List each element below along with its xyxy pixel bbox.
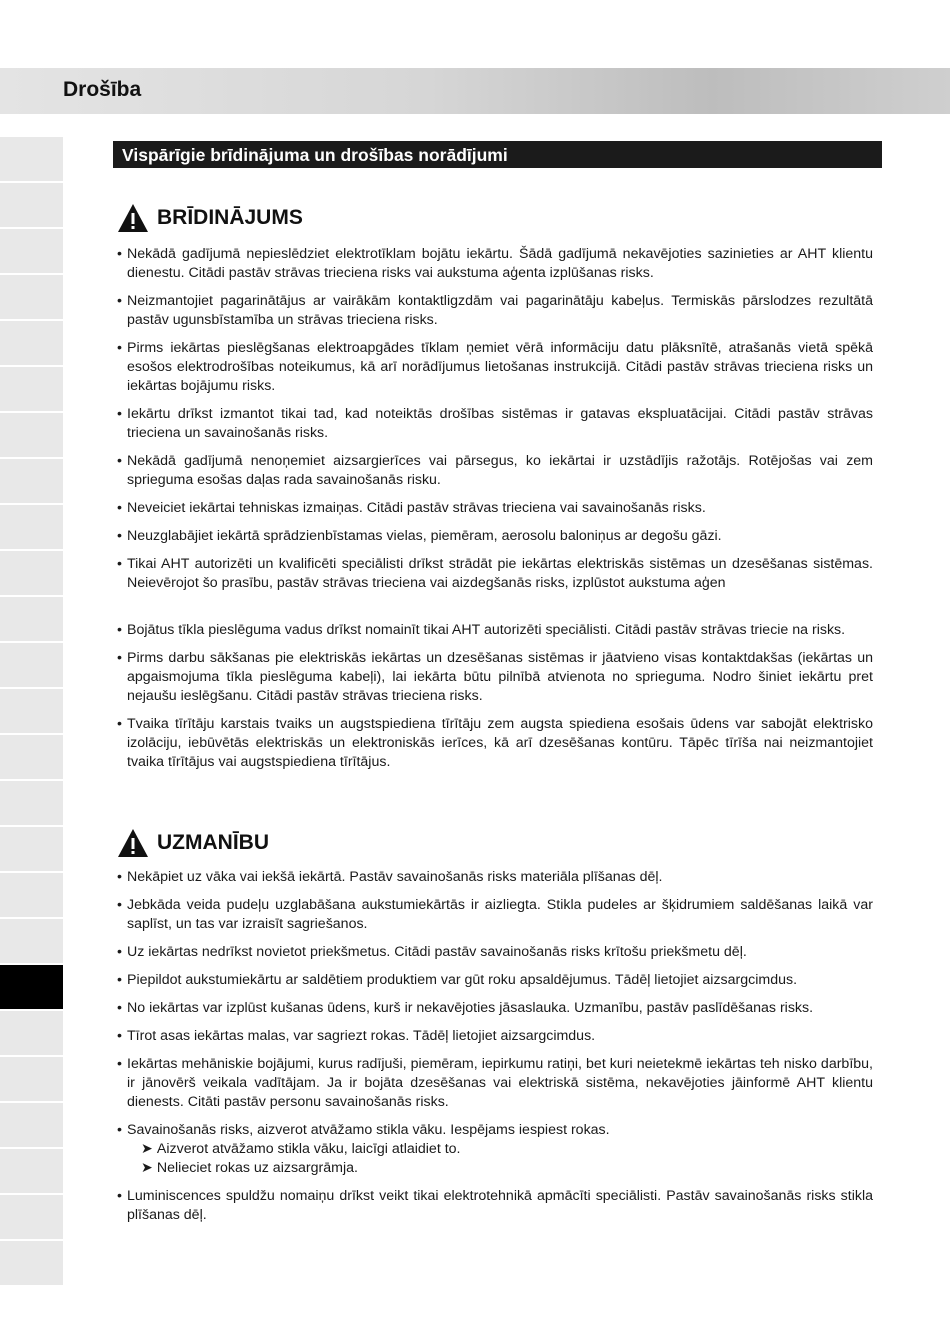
list-item: • No iekārtas var izplūst kušanas ūdens, kurš ir nekavējoties jāsaslauka. Uzmanību, pastāv paslīdēšanas risks. xyxy=(117,999,873,1018)
side-tab[interactable] xyxy=(0,551,63,595)
section-title: Vispārīgie brīdinājuma un drošības norādījumi xyxy=(122,145,508,165)
arrow-icon: ➤ xyxy=(141,1141,153,1157)
side-tab[interactable] xyxy=(0,781,63,825)
warning-heading xyxy=(117,203,303,233)
list-item-text: Savainošanās risks, aizverot atvāžamo stikla vāku. Iespējams iespiest rokas. xyxy=(127,1122,610,1138)
section-title-bar xyxy=(113,141,882,168)
list-item: • Nekādā gadījumā nepieslēdziet elektrotīklam bojātu iekārtu. Šādā gadījumā nekavējoties sazinieties ar AHT klientu dienestu. Citādi pastāv strāvas trieciena risks vai aukstuma aģenta izplūšanas risks. xyxy=(117,245,873,283)
caution-heading xyxy=(117,828,269,858)
list-item: • Neuzglabājiet iekārtā sprādzienbīstamas vielas, piemēram, aerosolu baloniņus ar degošu gāzi. xyxy=(117,527,873,546)
side-tab[interactable] xyxy=(0,275,63,319)
sub-item xyxy=(127,1159,873,1178)
side-tab[interactable] xyxy=(0,1241,63,1285)
side-tab[interactable] xyxy=(0,137,63,181)
sub-item xyxy=(127,1140,873,1159)
warning-triangle-icon xyxy=(117,828,149,858)
side-tabs xyxy=(0,137,63,1287)
side-tab[interactable] xyxy=(0,367,63,411)
list-item: • Tvaika tīrītāju karstais tvaiks un augstspiediena tīrītāju zem augsta spiediena esošais ūdens var sabojāt elektrisko izolāciju, iebūvētās elektriskās un elektroniskās ierīces, kā arī dzesēšanas kontūru. Tāpēc tīrīša nai neizmantojiet tvaika tīrītājus vai augstspiediena tīrītājus. xyxy=(117,715,873,772)
list-item: • Tīrot asas iekārtas malas, var sagriezt rokas. Tādēļ lietojiet aizsargcimdus. xyxy=(117,1027,873,1046)
side-tab[interactable] xyxy=(0,1195,63,1239)
side-tab[interactable] xyxy=(0,413,63,457)
sub-item-text: Aizverot atvāžamo stikla vāku, laicīgi atlaidiet to. xyxy=(156,1141,461,1157)
warning-list xyxy=(117,245,873,781)
side-tab[interactable] xyxy=(0,183,63,227)
list-item: • Bojātus tīkla pieslēguma vadus drīkst nomainīt tikai AHT autorizēti speciālisti. Citādi pastāv strāvas triecie na risks. xyxy=(117,621,873,640)
list-item: • Pirms darbu sākšanas pie elektriskās iekārtas un dzesēšanas sistēmas ir jāatvieno visas kontaktdakšas (iekārtas un apgaismojuma tīkla pieslēguma kabeļi), lai iekārta būtu pilnībā atvienota no sprieguma. Nodro šiniet iekārtu pret nejaušu ieslēgšanu. Citādi pastāv strāvas trieciena risks. xyxy=(117,649,873,706)
list-item: • Nekāpiet uz vāka vai iekšā iekārtā. Pastāv savainošanās risks materiāla plīšanas dēļ. xyxy=(117,868,873,887)
list-item: • Nekādā gadījumā nenoņemiet aizsargierīces vai pārsegus, ko iekārtai ir uzstādījis ražotājs. Rotējošas vai zem sprieguma esošas daļas rada savainošanās risku. xyxy=(117,452,873,490)
arrow-icon: ➤ xyxy=(141,1160,153,1176)
page-title: Drošība xyxy=(63,78,142,101)
list-item: • Jebkāda veida pudeļu uzglabāšana aukstumiekārtās ir aizliegta. Stikla pudeles ar šķidrumiem saldēšanas laikā var saplīst, un tas var izraisīt sagriešanos. xyxy=(117,896,873,934)
side-tab[interactable] xyxy=(0,919,63,963)
list-item: • Luminiscences spuldžu nomaiņu drīkst veikt tikai elektrotehnikā apmācīti speciālisti. Pastāv savainošanās risks stikla plīšanas dēļ. xyxy=(117,1187,873,1225)
warning-triangle-icon xyxy=(117,203,149,233)
list-item: • Uz iekārtas nedrīkst novietot priekšmetus. Citādi pastāv savainošanās risks krītošu priekšmetu dēļ. xyxy=(117,943,873,962)
list-item: • Piepildot aukstumiekārtu ar saldētiem produktiem var gūt roku apsaldējumus. Tādēļ lietojiet aizsargcimdus. xyxy=(117,971,873,990)
side-tab[interactable] xyxy=(0,827,63,871)
list-item-with-subitems xyxy=(117,1121,873,1178)
side-tab-active[interactable] xyxy=(0,965,63,1009)
list-item: • Pirms iekārtas pieslēgšanas elektroapgādes tīklam ņemiet vērā informāciju datu plāksnītē, atrašanās vietā spēkā esošos elektrodrošības noteikumus, kā arī norādījumus lietošanas instrukcijā. Citādi pastāv strāvas trieciena risks un iekārtas bojājumu risks. xyxy=(117,339,873,396)
list-item: • Neveiciet iekārtai tehniskas izmaiņas. Citādi pastāv strāvas trieciena vai savainošanās risks. xyxy=(117,499,873,518)
side-tab[interactable] xyxy=(0,505,63,549)
list-item: • Iekārtas mehāniskie bojājumi, kurus radījuši, piemēram, iepirkumu ratiņi, bet kuri neietekmē iekārtas teh nisko darbību, ir jānovērš veikala vadītājam. Ja ir bojāta dzesēšanas vai elektriskā sistēma, nekavējoties jāinformē AHT klientu dienests. Citāti pastāv personu savainošanās risks. xyxy=(117,1055,873,1112)
side-tab[interactable] xyxy=(0,597,63,641)
side-tab[interactable] xyxy=(0,1103,63,1147)
side-tab[interactable] xyxy=(0,643,63,687)
list-item: • Neizmantojiet pagarinātājus ar vairākām kontaktligzdām vai pagarinātāju kabeļus. Termiskās pārslodzes rezultātā pastāv ugunsbīstamība un strāvas trieciena risks. xyxy=(117,292,873,330)
side-tab[interactable] xyxy=(0,321,63,365)
caution-heading-text: UZMANĪBU xyxy=(157,831,269,854)
side-tab[interactable] xyxy=(0,1149,63,1193)
list-item: • Iekārtu drīkst izmantot tikai tad, kad noteiktās drošības sistēmas ir gatavas ekspluatācijai. Citādi pastāv strāvas trieciena un savainošanās risks. xyxy=(117,405,873,443)
warning-heading-text: BRĪDINĀJUMS xyxy=(157,206,303,229)
side-tab[interactable] xyxy=(0,689,63,733)
header-band xyxy=(0,68,950,114)
caution-list xyxy=(117,868,873,1234)
sub-item-text: Nelieciet rokas uz aizsargrāmja. xyxy=(156,1160,358,1176)
side-tab[interactable] xyxy=(0,735,63,779)
side-tab[interactable] xyxy=(0,1011,63,1055)
side-tab[interactable] xyxy=(0,229,63,273)
side-tab[interactable] xyxy=(0,873,63,917)
list-item: • Tikai AHT autorizēti un kvalificēti speciālisti drīkst strādāt pie iekārtas elektriskās sistēmas un dzesēšanas sistēmas. Neievērojot šo prasību, pastāv strāvas trieciena vai aizdegšanās risks, izplūstot aukstuma aģen xyxy=(117,555,873,593)
side-tab[interactable] xyxy=(0,459,63,503)
side-tab[interactable] xyxy=(0,1057,63,1101)
